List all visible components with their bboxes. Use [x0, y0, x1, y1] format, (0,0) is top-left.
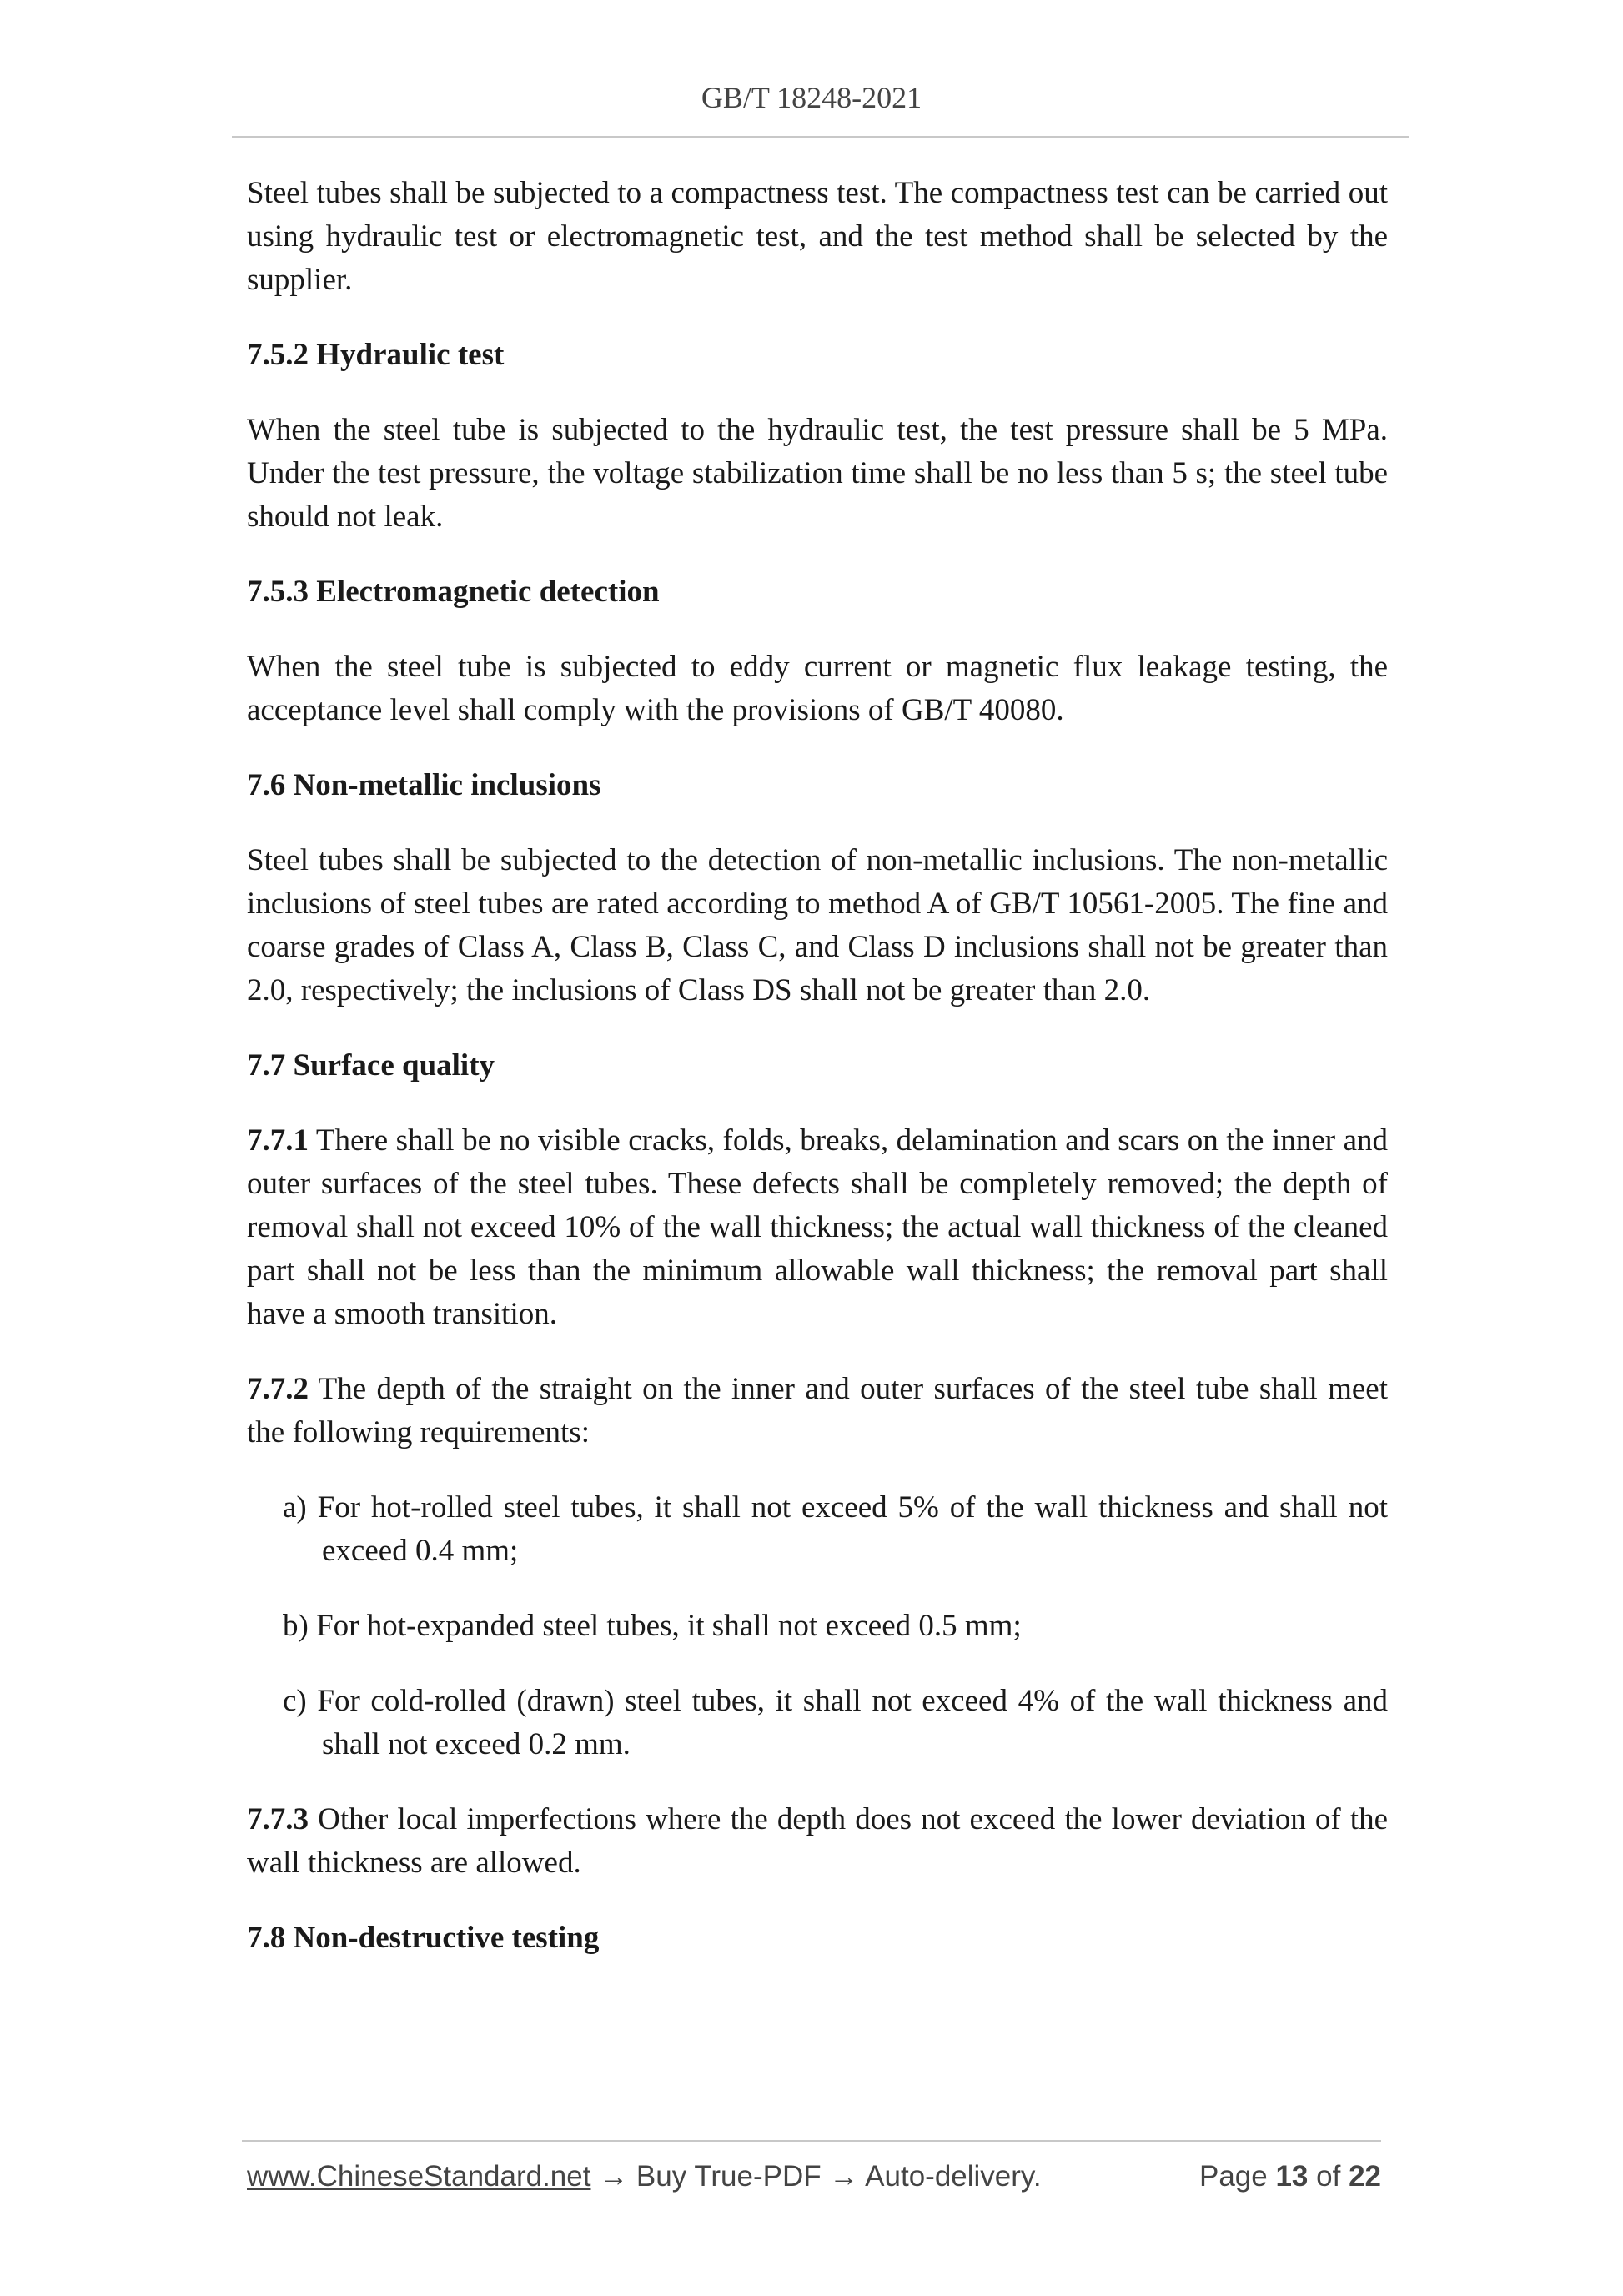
section-7-5-3-text: When the steel tube is subjected to eddy current or magnetic flux leakage testing, the acceptance level shall comply with the provisions of GB/T 40080.	[247, 650, 1388, 727]
header-divider	[232, 136, 1409, 138]
clause-text: Other local imperfections where the depth does not exceed the lower deviation of the wall thickness are allowed.	[247, 1802, 1388, 1880]
section-7-5-3-heading: 7.5.3 Electromagnetic detection	[247, 575, 660, 609]
page-label: Page	[1198, 2160, 1268, 2193]
document-header: GB/T 18248-2021	[701, 81, 922, 114]
document-body	[247, 172, 1388, 1960]
site-link[interactable]: www.ChineseStandard.net	[247, 2160, 591, 2193]
clause-number: 7.7.3	[247, 1802, 309, 1836]
clause-text: The depth of the straight on the inner and outer surfaces of the steel tube shall meet the following requirements:	[247, 1372, 1388, 1449]
clause-text: There shall be no visible cracks, folds, breaks, delamination and scars on the inner and outer surfaces of the steel tubes. These defects shall be completely removed; the depth of removal shall not exceed 10% of the wall thickness; the actual wall thickness of the cleaned part shall not be less than the minimum allowable wall thickness; the removal part shall have a smooth transition.	[247, 1123, 1388, 1331]
section-7-6-text: Steel tubes shall be subjected to the detection of non-metallic inclusions. The non-metallic inclusions of steel tubes are rated according to method A of GB/T 10561-2005. The fine and coarse grades of Class A, Class B, Class C, and Class D inclusions shall not be greater than 2.0, respectively; the inclusions of Class DS shall not be greater than 2.0.	[247, 843, 1388, 1007]
page-current: 13	[1275, 2160, 1309, 2193]
page-of-label: of	[1316, 2160, 1341, 2193]
promo-text: → Buy True-PDF → Auto-delivery.	[590, 2160, 1042, 2193]
list-item: a) For hot-rolled steel tubes, it shall not exceed 5% of the wall thickness and shall not exceed 0.4 mm;	[283, 1490, 1388, 1568]
page-total: 22	[1349, 2160, 1381, 2193]
section-7-5-2-text: When the steel tube is subjected to the hydraulic test, the test pressure shall be 5 MPa. Under the test pressure, the voltage stabilization time shall be no less than 5 s; the steel tube should not leak.	[247, 413, 1388, 534]
page-indicator	[1199, 2160, 1381, 2193]
clause-number: 7.7.2	[247, 1372, 309, 1406]
list-item: b) For hot-expanded steel tubes, it shall not exceed 0.5 mm;	[283, 1609, 1022, 1643]
clause-number: 7.7.1	[247, 1123, 309, 1158]
list-item: c) For cold-rolled (drawn) steel tubes, it shall not exceed 4% of the wall thickness and shall not exceed 0.2 mm.	[283, 1684, 1388, 1761]
section-7-5-2-heading: 7.5.2 Hydraulic test	[247, 338, 505, 372]
intro-paragraph: Steel tubes shall be subjected to a compactness test. The compactness test can be carried out using hydraulic test or electromagnetic test, and the test method shall be selected by the supplier.	[247, 176, 1388, 297]
footer-divider	[242, 2140, 1381, 2142]
section-7-8-heading: 7.8 Non-destructive testing	[247, 1921, 600, 1955]
section-7-7-3-paragraph	[247, 1798, 1388, 1885]
document-footer	[247, 2160, 1381, 2207]
section-7-7-2-paragraph	[247, 1368, 1388, 1454]
footer-promo	[247, 2160, 1042, 2193]
section-7-7-1-paragraph	[247, 1119, 1388, 1336]
section-7-7-heading: 7.7 Surface quality	[247, 1048, 495, 1083]
section-7-6-heading: 7.6 Non-metallic inclusions	[247, 768, 601, 802]
